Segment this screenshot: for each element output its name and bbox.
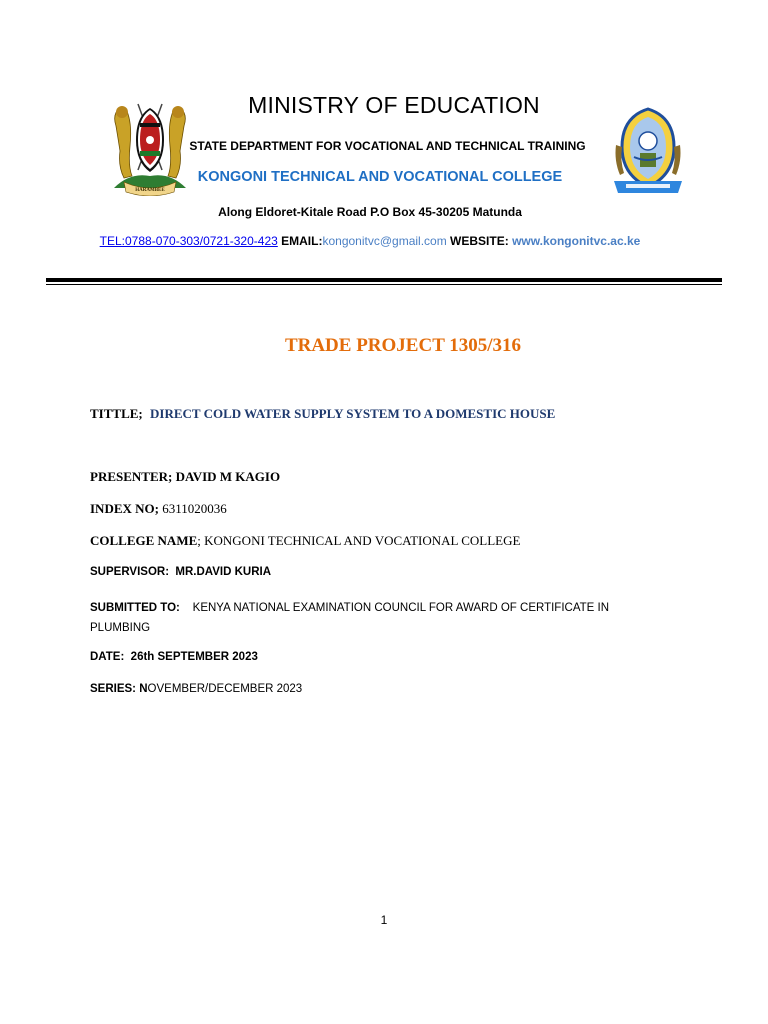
tel-link[interactable]: TEL:0788-070-303/0721-320-423 [99,234,278,248]
ministry-heading: MINISTRY OF EDUCATION [248,92,540,118]
header-divider [46,278,722,282]
website-label: WEBSITE: [450,234,509,248]
series-initial: N [139,683,148,695]
trade-project-heading: TRADE PROJECT 1305/316 [284,335,522,356]
index-value: 6311020036 [162,501,227,516]
submitted-label: SUBMITTED TO: [90,602,180,614]
college-line [90,533,520,549]
series-value: OVEMBER/DECEMBER 2023 [147,683,303,695]
date-label: DATE: [90,651,125,663]
college-name-header: KONGONI TECHNICAL AND VOCATIONAL COLLEGE [197,169,563,185]
header-divider-thin [46,284,722,285]
submitted-value: KENYA NATIONAL EXAMINATION COUNCIL FOR AWARD OF CERTIFICATE IN PLUMBING [90,602,610,634]
index-label: INDEX NO; [90,501,159,516]
date-value: 26th SEPTEMBER 2023 [130,651,258,663]
email-link[interactable]: kongonitvc@gmail.com [322,234,447,248]
supervisor-line [90,566,271,578]
index-line [90,501,227,517]
title-label: TITTLE; [90,406,143,421]
title-line [90,406,555,422]
email-label: EMAIL: [281,234,323,248]
supervisor-value: MR.DAVID KURIA [175,566,272,578]
emblem-motto: HARAMBEE [135,188,165,193]
date-line [90,651,258,663]
submitted-line [90,598,650,638]
state-department: STATE DEPARTMENT FOR VOCATIONAL AND TECHNICAL TRAINING [189,139,586,153]
supervisor-label: SUPERVISOR: [90,566,170,578]
postal-address: Along Eldoret-Kitale Road P.O Box 45-30205 Matunda [218,205,522,219]
college-value: ; KONGONI TECHNICAL AND VOCATIONAL COLLEGE [197,533,521,548]
series-line [90,683,302,695]
series-label: SERIES: [90,683,137,695]
presenter-line: PRESENTER; DAVID M KAGIO [90,469,281,484]
college-label: COLLEGE NAME [90,533,198,548]
contact-line [0,234,740,248]
page-number: 1 [380,913,388,927]
website-link[interactable]: www.kongonitvc.ac.ke [512,234,641,248]
title-value: DIRECT COLD WATER SUPPLY SYSTEM TO A DOMESTIC HOUSE [150,406,556,421]
